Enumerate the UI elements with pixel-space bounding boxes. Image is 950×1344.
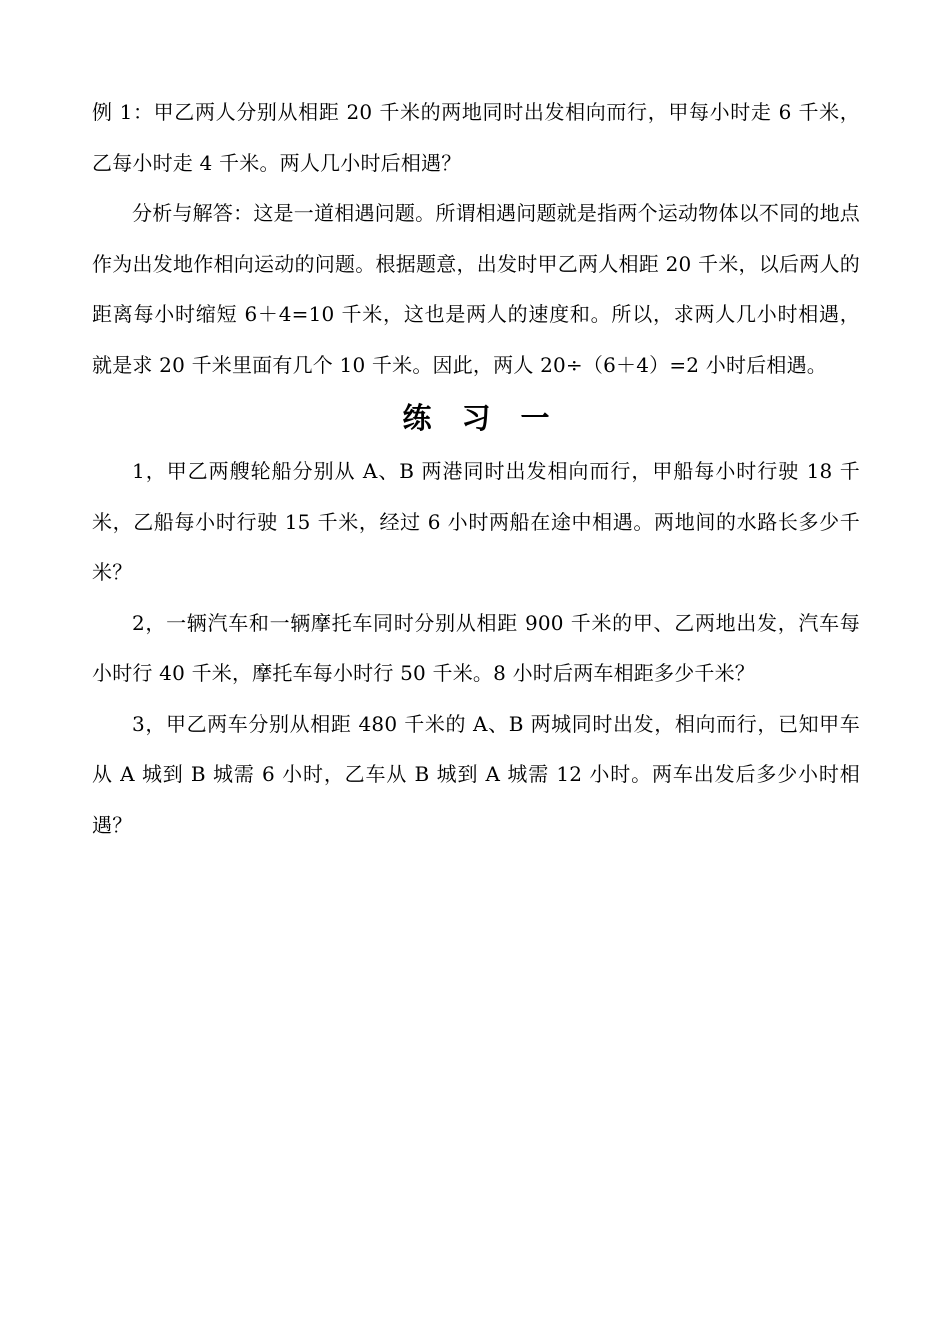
exercise-item-2: 2，一辆汽车和一辆摩托车同时分别从相距 900 千米的甲、乙两地出发，汽车每小时行 40 千米，摩托车每小时行 50 千米。8 小时后两车相距多少千米？ [92, 610, 860, 685]
example-problem: 例 1：甲乙两人分别从相距 20 千米的两地同时出发相向而行，甲每小时走 6 千米，乙每小时走 4 千米。两人几小时后相遇？ [92, 100, 860, 175]
exercise-title: 练习一 [402, 401, 580, 435]
example-analysis: 分析与解答：这是一道相遇问题。所谓相遇问题就是指两个运动物体以不同的地点作为出发地作相向运动的问题。根据题意，出发时甲乙两人相距 20 千米，以后两人的距离每小时缩短 6＋4=10 千米，这也是两人的速度和。所以，求两人几小时相遇，就是求 20 千米里面有几个 10 千米。因此，两人 20÷（6＋4）=2 小时后相遇。 [92, 201, 860, 377]
document-content [92, 87, 860, 850]
exercise-item-3: 3，甲乙两车分别从相距 480 千米的 A、B 两城同时出发，相向而行，已知甲车从 A 城到 B 城需 6 小时，乙车从 B 城到 A 城需 12 小时。两车出发后多少小时相遇？ [92, 711, 860, 837]
exercise-item-1: 1，甲乙两艘轮船分别从 A、B 两港同时出发相向而行，甲船每小时行驶 18 千米，乙船每小时行驶 15 千米，经过 6 小时两船在途中相遇。两地间的水路长多少千米？ [92, 459, 860, 584]
